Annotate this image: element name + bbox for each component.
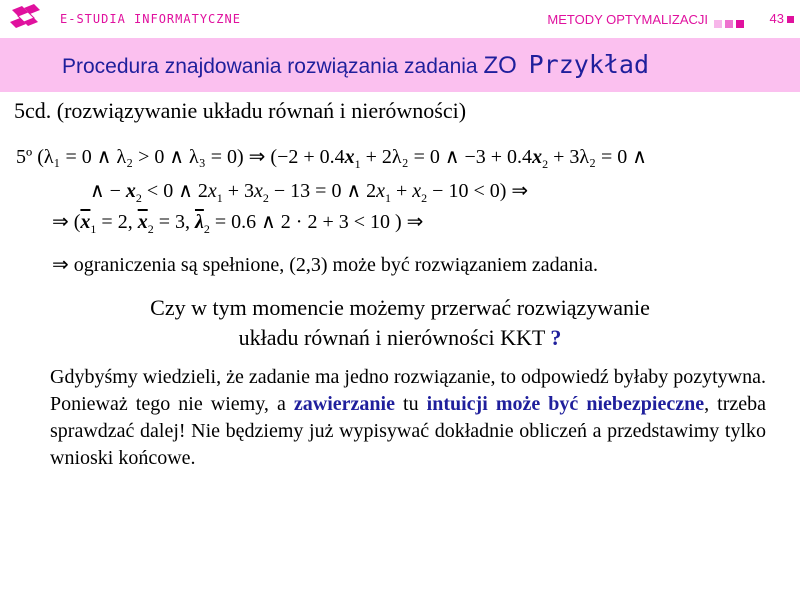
header-bar	[0, 0, 800, 38]
org-name: E-STUDIA INFORMATYCZNE	[60, 12, 241, 26]
slide-title-zo: ZO	[483, 52, 517, 79]
math-line-1: 5º (λ₁ = 0 ∧ λ₂ > 0 ∧ λ₃ = 0) ⇒ ($-2 + 0.4x_1 + 2\lambda_2 = 0$ ∧ $-3 + 0.4x_2 + 3\lambda_2 = 0$ ∧	[16, 146, 647, 171]
course-title: METODY OPTYMALIZACJI	[547, 12, 708, 27]
math-line-3: ⇒ ($\overline{x}_1 = 2$, $\overline{x}_2 = 3$, $\overline{\lambda}_2 = 0.6$ ∧ 2 · 2 + 3 < 10 ) ⇒	[52, 211, 424, 236]
slide-title-main: Procedura znajdowania rozwiązania zadania	[62, 55, 478, 78]
subheading: 5cd. (rozwiązywanie układu równań i nierówności)	[14, 98, 467, 123]
math-line-2: ∧ − $x_2 < 0$ ∧ $2x_1 + 3x_2 - 13 = 0$ ∧ $2x_1 + x_2 - 10 < 0$) ⇒	[90, 180, 529, 205]
decorative-squares	[714, 15, 748, 25]
page-number: 43	[769, 11, 784, 26]
highlight-zawierzanie: zawierzanie	[293, 393, 395, 415]
question	[90, 293, 710, 353]
question-line-2: układu równań i nierówności KKT ?	[238, 325, 562, 350]
math-line-4: ⇒ ograniczenia są spełnione, (2,3) może być rozwiązaniem zadania.	[52, 254, 598, 276]
explanation-paragraph: Gdybyśmy wiedzieli, że zadanie ma jedno rozwiązanie, to odpowiedź byłaby pozytywna. Ponieważ tego nie wiemy, a zawierzanie tu intuicji może być niebezpieczne, trzeba sprawdzać dalej! Nie będziemy już wypisywać dokładnie obliczeń a przedstawimy tylko wnioski końcowe.	[50, 366, 766, 469]
highlight-intuicji: intuicji może być niebezpieczne	[426, 393, 705, 415]
square-icon	[787, 16, 794, 23]
logo-icon	[8, 4, 44, 32]
question-mark: ?	[550, 325, 562, 350]
question-line-1: Czy w tym momencie możemy przerwać rozwiązywanie	[150, 295, 650, 320]
slide-title-example: Przykład	[528, 50, 650, 79]
slide-title	[62, 50, 649, 80]
